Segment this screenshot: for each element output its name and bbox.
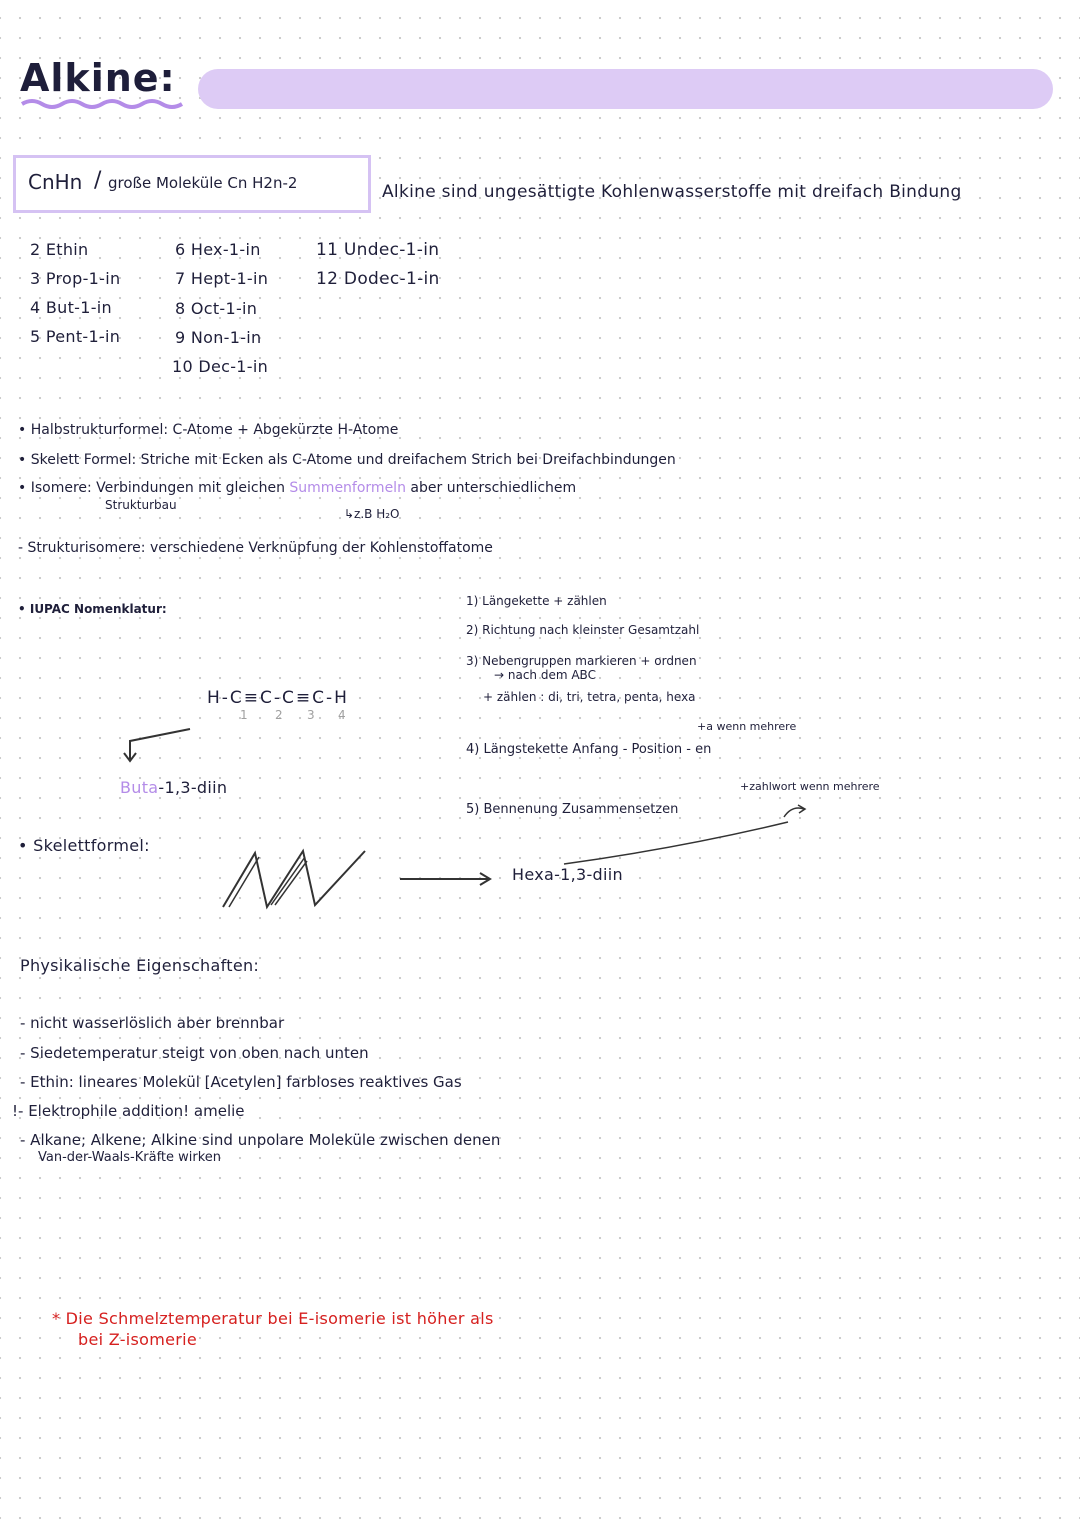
skeletal-formula-drawing	[215, 843, 375, 913]
step-4: 4) Längstekette Anfang - Position - en	[466, 742, 712, 757]
strukturisomere-text: - Strukturisomere: verschiedene Verknüpfung der Kohlenstoffatome	[18, 540, 493, 556]
name-nonin: 9 Non-1-in	[175, 328, 262, 347]
formula-sep: /	[94, 168, 102, 193]
strukturbau-text: Strukturbau	[105, 498, 177, 512]
physik-item-1: - nicht wasserlöslich aber brennbar	[20, 1014, 285, 1032]
step-2: 2) Richtung nach kleinster Gesamtzahl	[466, 623, 700, 637]
skelett-label: • Skelettformel:	[18, 836, 150, 855]
arrow-right-icon	[398, 871, 498, 887]
isomere-summenformeln: Summenformeln	[289, 480, 406, 496]
formula-box	[13, 155, 371, 213]
note-line-2: bei Z-isomerie	[78, 1330, 198, 1349]
carbon-number-2: 2	[275, 708, 283, 722]
iupac-result	[120, 778, 227, 797]
carbon-number-4: 4	[338, 708, 346, 722]
name-pentin: 5 Pent-1-in	[30, 327, 121, 346]
physik-item-5-cont: Van-der-Waals-Kräfte wirken	[38, 1150, 222, 1165]
name-dodecin: 12 Dodec-1-in	[316, 269, 440, 289]
formula-rest: große Moleküle Cn H2n-2	[108, 174, 298, 192]
connector-line	[560, 818, 800, 868]
name-ethin: 2 Ethin	[30, 240, 89, 259]
name-octin: 8 Oct-1-in	[175, 299, 258, 318]
physik-item-4: !- Elektrophile addition! amelie	[12, 1102, 245, 1120]
name-hexin: 6 Hex-1-in	[175, 240, 261, 259]
name-propin: 3 Prop-1-in	[30, 269, 121, 288]
iupac-result-stem: Buta	[120, 778, 159, 797]
formula-main: CnHn	[28, 170, 83, 194]
step-1: 1) Längekette + zählen	[466, 594, 607, 608]
bullet-skelett: • Skelett Formel: Striche mit Ecken als C-Atome und dreifachem Strich bei Dreifachbindungen	[18, 452, 676, 468]
page-title: Alkine:	[20, 56, 176, 100]
isomere-text-a: • Isomere: Verbindungen mit gleichen	[18, 480, 285, 496]
iupac-result-suffix: -1,3-diin	[158, 778, 228, 797]
step-3: 3) Nebengruppen markieren + ordnen	[466, 654, 697, 668]
definition-text: Alkine sind ungesättigte Kohlenwasserstoffe mit dreifach Bindung	[382, 182, 962, 202]
zb-text: ↳z.B H₂O	[344, 507, 400, 521]
bullet-isomere	[18, 480, 576, 496]
note-line-1: * Die Schmelztemperatur bei E-isomerie ist höher als	[52, 1309, 494, 1328]
isomere-text-c: aber unterschiedlichem	[410, 480, 577, 496]
physik-item-2: - Siedetemperatur steigt von oben nach unten	[20, 1044, 369, 1062]
physik-item-3: - Ethin: lineares Molekül [Acetylen] farbloses reaktives Gas	[20, 1073, 462, 1091]
skelett-result: Hexa-1,3-diin	[512, 865, 623, 884]
title-underline	[20, 98, 190, 110]
bullet-halbstruktur: • Halbstrukturformel: C-Atome + Abgekürzte H-Atome	[18, 422, 399, 438]
carbon-number-1: 1	[240, 708, 248, 722]
iupac-molecule: H-C≡C-C≡C-H	[207, 688, 349, 708]
title-highlight-bar	[198, 69, 1053, 109]
name-butin: 4 But-1-in	[30, 298, 112, 317]
step-3-abc: → nach dem ABC	[494, 668, 596, 682]
name-undecin: 11 Undec-1-in	[316, 240, 440, 260]
step-3-counting: + zählen : di, tri, tetra, penta, hexa	[483, 690, 696, 704]
note-plus-a: +a wenn mehrere	[697, 720, 797, 733]
name-decin: 10 Dec-1-in	[172, 357, 269, 376]
physik-item-5: - Alkane; Alkene; Alkine sind unpolare Moleküle zwischen denen	[20, 1131, 501, 1149]
carbon-number-3: 3	[307, 708, 315, 722]
note-zahlwort: +zahlwort wenn mehrere	[740, 780, 880, 793]
iupac-label: • IUPAC Nomenklatur:	[18, 602, 167, 616]
step-5: 5) Bennenung Zusammensetzen	[466, 802, 679, 817]
physik-label: Physikalische Eigenschaften:	[20, 956, 260, 975]
name-heptin: 7 Hept-1-in	[175, 269, 269, 288]
arrow-down-left-icon	[118, 725, 198, 765]
